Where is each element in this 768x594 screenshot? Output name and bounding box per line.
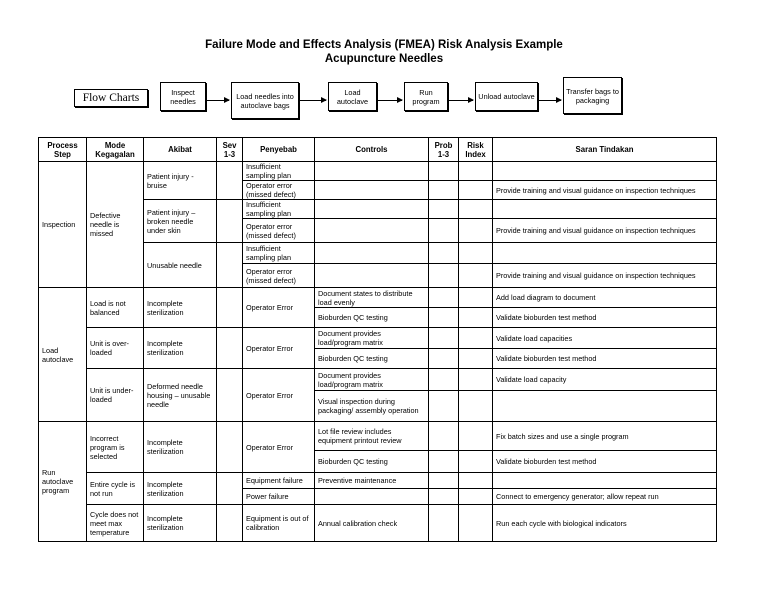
risk-cell bbox=[459, 328, 493, 349]
akibat-cell: Patient injury - bruise bbox=[144, 162, 217, 200]
prob-cell bbox=[429, 219, 459, 243]
prob-cell bbox=[429, 473, 459, 489]
risk-cell bbox=[459, 288, 493, 308]
prob-cell bbox=[429, 162, 459, 181]
action-cell bbox=[493, 391, 717, 422]
controls-cell bbox=[315, 162, 429, 181]
sev-cell bbox=[217, 162, 243, 200]
prob-cell bbox=[429, 181, 459, 200]
cause-cell: Operator Error bbox=[243, 422, 315, 473]
sev-cell bbox=[217, 328, 243, 369]
mode-cell: Unit is under-loaded bbox=[87, 369, 144, 422]
risk-cell bbox=[459, 489, 493, 505]
cause-cell: Insufficient sampling plan bbox=[243, 243, 315, 264]
flow-step-unload: Unload autoclave bbox=[475, 82, 538, 111]
flow-arrow-3 bbox=[378, 100, 402, 101]
risk-cell bbox=[459, 200, 493, 219]
mode-cell: Defective needle is missed bbox=[87, 162, 144, 288]
prob-cell bbox=[429, 308, 459, 328]
prob-cell bbox=[429, 422, 459, 451]
akibat-cell: Incomplete sterilization bbox=[144, 288, 217, 328]
akibat-cell: Unusable needle bbox=[144, 243, 217, 288]
table-row bbox=[39, 473, 717, 489]
action-cell bbox=[493, 473, 717, 489]
sev-cell bbox=[217, 505, 243, 542]
risk-cell bbox=[459, 219, 493, 243]
controls-cell bbox=[315, 200, 429, 219]
controls-cell: Bioburden QC testing bbox=[315, 451, 429, 473]
col-header-penyebab: Penyebab bbox=[243, 138, 315, 162]
action-cell: Validate bioburden test method bbox=[493, 308, 717, 328]
flow-charts-label: Flow Charts bbox=[74, 89, 148, 107]
akibat-cell: Incomplete sterilization bbox=[144, 505, 217, 542]
flow-arrow-5 bbox=[539, 100, 561, 101]
prob-cell bbox=[429, 264, 459, 288]
controls-cell: Document provides load/program matrix bbox=[315, 369, 429, 391]
action-cell bbox=[493, 162, 717, 181]
akibat-cell: Patient injury – broken needle under skin bbox=[144, 200, 217, 243]
cause-cell: Insufficient sampling plan bbox=[243, 162, 315, 181]
header-row bbox=[39, 138, 717, 162]
risk-cell bbox=[459, 181, 493, 200]
flow-step-load-autoclave: Load autoclave bbox=[328, 82, 377, 111]
cause-cell: Operator error (missed defect) bbox=[243, 264, 315, 288]
col-header-saran: Saran Tindakan bbox=[493, 138, 717, 162]
controls-cell: Annual calibration check bbox=[315, 505, 429, 542]
action-cell bbox=[493, 200, 717, 219]
process-step-cell: Run autoclave program bbox=[39, 422, 87, 542]
flow-step-transfer: Transfer bags to packaging bbox=[563, 77, 622, 114]
controls-cell: Document states to distribute load evenly bbox=[315, 288, 429, 308]
mode-cell: Cycle does not meet max temperature bbox=[87, 505, 144, 542]
action-cell: Fix batch sizes and use a single program bbox=[493, 422, 717, 451]
prob-cell bbox=[429, 391, 459, 422]
table-row bbox=[39, 422, 717, 451]
col-header-akibat: Akibat bbox=[144, 138, 217, 162]
akibat-cell: Incomplete sterilization bbox=[144, 473, 217, 505]
prob-cell bbox=[429, 288, 459, 308]
akibat-cell: Incomplete sterilization bbox=[144, 422, 217, 473]
action-cell: Validate bioburden test method bbox=[493, 349, 717, 369]
prob-cell bbox=[429, 328, 459, 349]
table-row bbox=[39, 328, 717, 349]
flow-arrow-4 bbox=[449, 100, 473, 101]
cause-cell: Equipment is out of calibration bbox=[243, 505, 315, 542]
cause-cell: Operator Error bbox=[243, 328, 315, 369]
mode-cell: Load is not balanced bbox=[87, 288, 144, 328]
process-step-cell: Inspection bbox=[39, 162, 87, 288]
mode-cell: Incorrect program is selected bbox=[87, 422, 144, 473]
risk-cell bbox=[459, 308, 493, 328]
sev-cell bbox=[217, 243, 243, 288]
document-title: Failure Mode and Effects Analysis (FMEA) Risk Analysis Example bbox=[205, 39, 563, 51]
risk-cell bbox=[459, 505, 493, 542]
action-cell: Validate bioburden test method bbox=[493, 451, 717, 473]
controls-cell: Visual inspection during packaging/ assembly operation bbox=[315, 391, 429, 422]
document-subtitle: Acupuncture Needles bbox=[324, 53, 444, 65]
flow-arrow-1 bbox=[207, 100, 229, 101]
prob-cell bbox=[429, 200, 459, 219]
action-cell: Add load diagram to document bbox=[493, 288, 717, 308]
table-row bbox=[39, 369, 717, 391]
flow-arrow-2 bbox=[300, 100, 326, 101]
risk-cell bbox=[459, 391, 493, 422]
cause-cell: Operator error (missed defect) bbox=[243, 181, 315, 200]
akibat-cell: Deformed needle housing – unusable needle bbox=[144, 369, 217, 422]
mode-cell: Unit is over-loaded bbox=[87, 328, 144, 369]
controls-cell bbox=[315, 264, 429, 288]
prob-cell bbox=[429, 451, 459, 473]
table-row bbox=[39, 162, 717, 181]
action-cell: Provide training and visual guidance on inspection techniques bbox=[493, 264, 717, 288]
action-cell: Validate load capacities bbox=[493, 328, 717, 349]
process-step-cell: Load autoclave bbox=[39, 288, 87, 422]
controls-cell: Bioburden QC testing bbox=[315, 308, 429, 328]
fmea-table bbox=[38, 137, 717, 542]
risk-cell bbox=[459, 451, 493, 473]
sev-cell bbox=[217, 288, 243, 328]
col-header-controls: Controls bbox=[315, 138, 429, 162]
table-row bbox=[39, 288, 717, 308]
controls-cell bbox=[315, 219, 429, 243]
risk-cell bbox=[459, 422, 493, 451]
sev-cell bbox=[217, 369, 243, 422]
action-cell: Provide training and visual guidance on inspection techniques bbox=[493, 181, 717, 200]
col-header-sev: Sev 1-3 bbox=[217, 138, 243, 162]
controls-cell bbox=[315, 489, 429, 505]
mode-cell: Entire cycle is not run bbox=[87, 473, 144, 505]
risk-cell bbox=[459, 349, 493, 369]
col-header-prob: Prob 1-3 bbox=[429, 138, 459, 162]
controls-cell: Lot file review includes equipment printout review bbox=[315, 422, 429, 451]
table-row bbox=[39, 505, 717, 542]
risk-cell bbox=[459, 264, 493, 288]
prob-cell bbox=[429, 349, 459, 369]
action-cell: Run each cycle with biological indicators bbox=[493, 505, 717, 542]
col-header-process: Process Step bbox=[39, 138, 87, 162]
cause-cell: Insufficient sampling plan bbox=[243, 200, 315, 219]
risk-cell bbox=[459, 162, 493, 181]
col-header-mode: Mode Kegagalan bbox=[87, 138, 144, 162]
risk-cell bbox=[459, 473, 493, 489]
flow-step-load-bags: Load needles into autoclave bags bbox=[231, 82, 299, 119]
action-cell bbox=[493, 243, 717, 264]
controls-cell: Preventive maintenance bbox=[315, 473, 429, 489]
flow-step-run-program: Run program bbox=[404, 82, 448, 111]
cause-cell: Equipment failure bbox=[243, 473, 315, 489]
sev-cell bbox=[217, 473, 243, 505]
flow-step-inspect: Inspect needles bbox=[160, 82, 206, 111]
akibat-cell: Incomplete sterilization bbox=[144, 328, 217, 369]
cause-cell: Operator error (missed defect) bbox=[243, 219, 315, 243]
controls-cell bbox=[315, 181, 429, 200]
col-header-risk: Risk Index bbox=[459, 138, 493, 162]
controls-cell bbox=[315, 243, 429, 264]
controls-cell: Document provides load/program matrix bbox=[315, 328, 429, 349]
cause-cell: Operator Error bbox=[243, 369, 315, 422]
prob-cell bbox=[429, 243, 459, 264]
sev-cell bbox=[217, 422, 243, 473]
controls-cell: Bioburden QC testing bbox=[315, 349, 429, 369]
prob-cell bbox=[429, 489, 459, 505]
prob-cell bbox=[429, 369, 459, 391]
action-cell: Validate load capacity bbox=[493, 369, 717, 391]
cause-cell: Operator Error bbox=[243, 288, 315, 328]
sev-cell bbox=[217, 200, 243, 243]
action-cell: Connect to emergency generator; allow repeat run bbox=[493, 489, 717, 505]
risk-cell bbox=[459, 243, 493, 264]
cause-cell: Power failure bbox=[243, 489, 315, 505]
prob-cell bbox=[429, 505, 459, 542]
action-cell: Provide training and visual guidance on inspection techniques bbox=[493, 219, 717, 243]
risk-cell bbox=[459, 369, 493, 391]
